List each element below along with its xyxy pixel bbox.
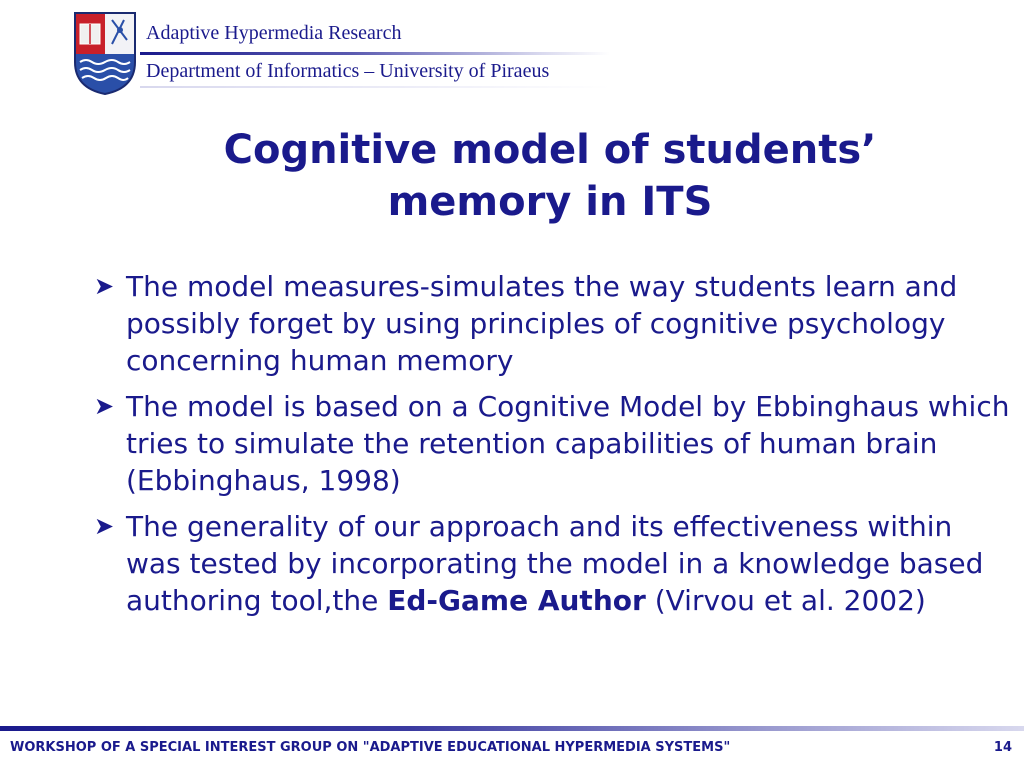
header-divider: [140, 52, 610, 55]
arrow-bullet-icon: ➤: [94, 272, 115, 300]
bullet-list: [94, 268, 1014, 628]
bullet-citation-text: (Virvou et al. 2002): [645, 584, 926, 617]
bullet-text: The generality of our approach and its effectiveness within was tested by incorporating the model in a knowledge based authoring tool,the: [126, 510, 984, 617]
university-crest-logo-icon: [72, 10, 138, 96]
header-department-name: Department of Informatics – University of Piraeus: [146, 60, 550, 82]
bullet-text: The model measures-simulates the way students learn and possibly forget by using principles of cognitive psychology concerning human memory: [126, 270, 958, 377]
footer-workshop-title: WORKSHOP OF A SPECIAL INTEREST GROUP ON "ADAPTIVE EDUCATIONAL HYPERMEDIA SYSTEMS": [10, 740, 731, 755]
slide-title-line1: Cognitive model of students’: [223, 127, 877, 173]
arrow-bullet-icon: ➤: [94, 392, 115, 420]
bullet-text: The model is based on a Cognitive Model by Ebbinghaus which tries to simulate the retention capabilities of human brain (Ebbinghaus, 1998): [126, 390, 1010, 497]
footer-divider: [0, 726, 1024, 731]
bullet-item: [94, 388, 1014, 499]
header-divider-secondary: [140, 86, 610, 88]
bullet-item: [94, 508, 1014, 619]
bullet-item: [94, 268, 1014, 379]
page-number: 14: [993, 740, 1012, 755]
slide-title-line2: memory in ITS: [387, 179, 713, 225]
bullet-emphasis-text: Ed-Game Author: [387, 584, 646, 617]
arrow-bullet-icon: ➤: [94, 512, 115, 540]
slide-title: [100, 124, 1000, 228]
header-organization-name: Adaptive Hypermedia Research: [146, 22, 402, 44]
